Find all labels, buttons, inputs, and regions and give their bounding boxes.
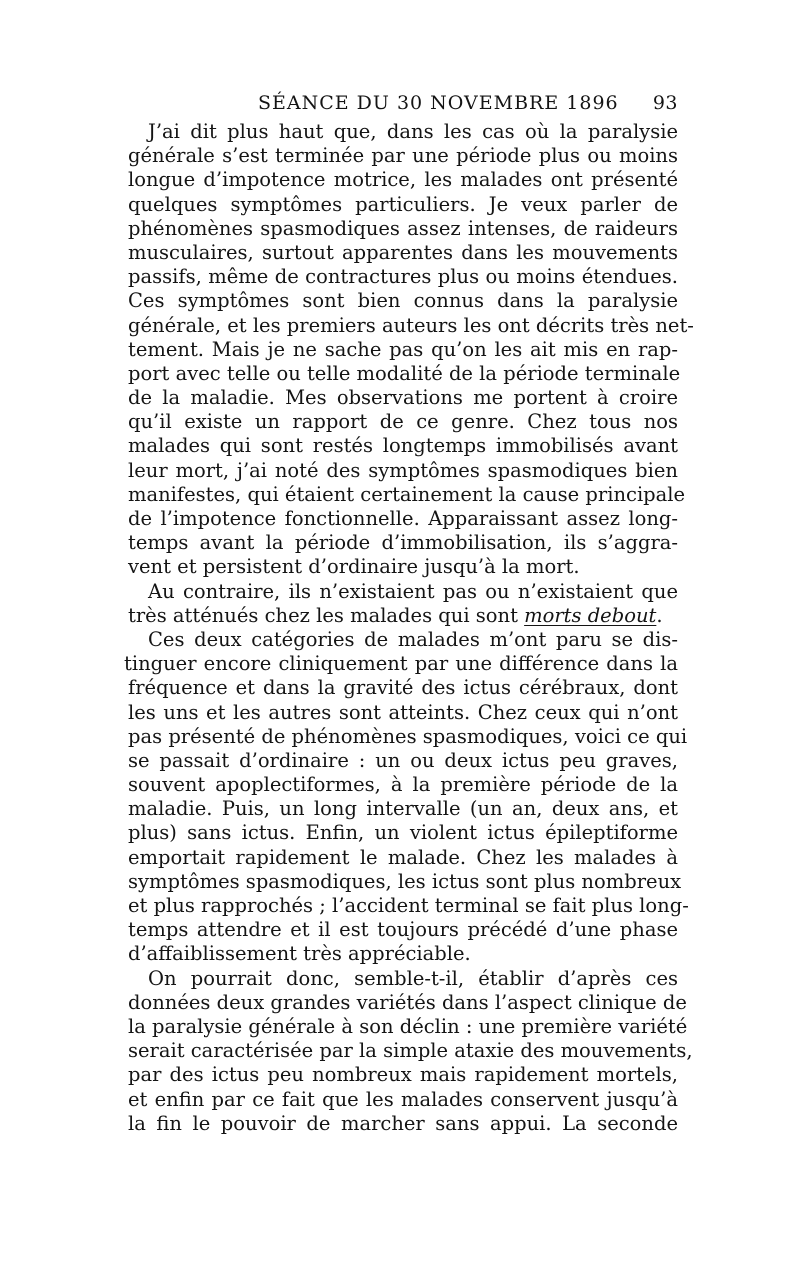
emphasis-morts-debout: morts debout [524, 603, 657, 627]
paragraph-2 [128, 580, 678, 628]
text-line: de la maladie. Mes observations me portent à croire [128, 386, 678, 410]
text-line: emportait rapidement le malade. Chez les malades à [128, 845, 678, 869]
text-line: musculaires, surtout apparentes dans les mouvements [128, 240, 678, 264]
paragraph-3 [124, 627, 689, 967]
text-line: passifs, même de contractures plus ou moins étendues. [128, 265, 678, 289]
text-line: souvent apoplectiformes, à la première période de la [128, 773, 678, 797]
running-title: SÉANCE DU 30 NOVEMBRE 1896 [258, 92, 619, 114]
text-line: par des ictus peu nombreux mais rapidement mortels, [128, 1063, 678, 1087]
text-line: longue d’impotence motrice, les malades ont présenté [128, 168, 678, 192]
text-line: phénomènes spasmodiques assez intenses, de raideurs [128, 216, 678, 240]
text-line: et enfin par ce fait que les malades conservent jusqu’à [128, 1087, 678, 1111]
text-line: se passait d’ordinaire : un ou deux ictus peu graves, [128, 748, 678, 772]
text-line: Ces symptômes sont bien connus dans la paralysie [128, 289, 678, 313]
text-line: quelques symptômes particuliers. Je veux parler de [128, 192, 678, 216]
text-line: temps attendre et il est toujours précédé d’une phase [128, 918, 678, 942]
text-line: malades qui sont restés longtemps immobilisés avant [128, 434, 678, 458]
text-line: manifestes, qui étaient certainement la cause principale [128, 482, 686, 506]
text-line: la fin le pouvoir de marcher sans appui. La seconde [128, 1111, 678, 1135]
text-line: Au contraire, ils n’existaient pas ou n’existaient que [148, 579, 678, 603]
book-page [124, 88, 694, 1136]
text-line: les uns et les autres sont atteints. Chez ceux qui n’ont [128, 700, 678, 724]
text-line: générale, et les premiers auteurs les ont décrits très net- [128, 313, 694, 337]
text-line: tinguer encore cliniquement par une différence dans la [124, 652, 678, 676]
text-line: et plus rapprochés ; l’accident terminal se fait plus long- [128, 894, 689, 917]
text-line: d’affaiblissement très appréciable. [128, 942, 471, 966]
text-line: données deux grandes variétés dans l’aspect clinique de [128, 990, 687, 1014]
text-line: de l’impotence fonctionnelle. Apparaissant assez long- [128, 507, 678, 530]
text-line: Ces deux catégories de malades m’ont paru se dis- [148, 627, 678, 651]
page-number: 93 [652, 92, 678, 114]
text-line: J’ai dit plus haut que, dans les cas où la paralysie [148, 120, 678, 143]
text-line: pas présenté de phénomènes spasmodiques, voici ce qui [128, 724, 688, 748]
text-line: plus) sans ictus. Enfin, un violent ictus épileptiforme [128, 821, 678, 845]
text-line: générale s’est terminée par une période plus ou moins [128, 144, 678, 168]
text-line: On pourrait donc, semble-t-il, établir d’après ces [148, 966, 678, 990]
text-run: très atténués chez les malades qui sont [128, 603, 525, 627]
text-line: tement. Mais je ne sache pas qu’on les ait mis en rap- [128, 337, 678, 361]
text-line: serait caractérisée par la simple ataxie des mouvements, [128, 1039, 693, 1063]
text-line: port avec telle ou telle modalité de la période terminale [128, 361, 681, 385]
text-line: maladie. Puis, un long intervalle (un an, deux ans, et [128, 797, 678, 821]
text-line: fréquence et dans la gravité des ictus cérébraux, dont [128, 676, 678, 700]
body-text [124, 120, 694, 1136]
paragraph-1 [128, 120, 694, 580]
text-run: . [656, 603, 663, 627]
text-line: symptômes spasmodiques, les ictus sont plus nombreux [128, 869, 682, 893]
text-line: qu’il existe un rapport de ce genre. Chez tous nos [128, 410, 678, 434]
text-line: temps avant la période d’immobilisation, ils s’aggra- [128, 531, 678, 555]
text-line: la paralysie générale à son déclin : une première variété [128, 1014, 688, 1038]
text-line: leur mort, j’ai noté des symptômes spasmodiques bien [128, 458, 678, 482]
text-line: vent et persistent d’ordinaire jusqu’à la mort. [128, 555, 580, 579]
running-head [128, 88, 678, 118]
text-line [128, 604, 678, 628]
paragraph-4 [128, 966, 693, 1136]
